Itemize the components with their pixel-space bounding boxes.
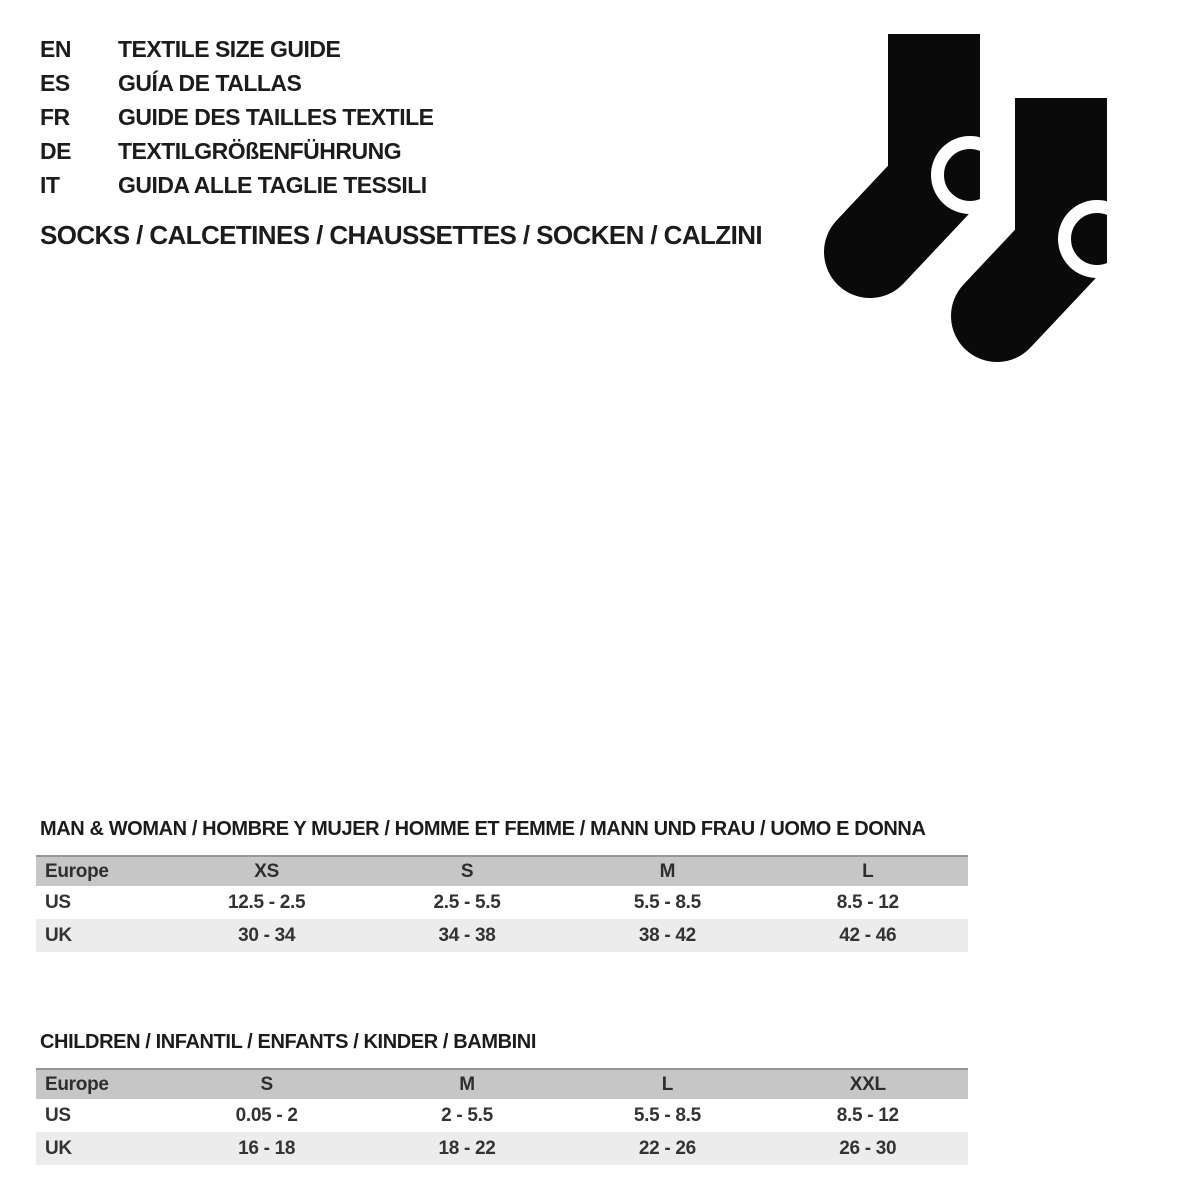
row-label: US (36, 886, 166, 919)
column-header-size: M (567, 856, 767, 886)
language-code: FR (40, 104, 70, 130)
size-value: 5.5 - 8.5 (567, 1099, 767, 1132)
column-header-size: S (166, 1069, 366, 1099)
column-header-size: XS (166, 856, 366, 886)
language-code: DE (40, 138, 71, 164)
size-value: 5.5 - 8.5 (567, 886, 767, 919)
children-section (36, 1031, 968, 1165)
column-header-size: L (768, 856, 968, 886)
language-row-de (40, 134, 434, 168)
language-code: ES (40, 70, 70, 96)
size-value: 18 - 22 (367, 1132, 567, 1165)
size-value: 30 - 34 (166, 919, 366, 952)
language-label: TEXTILE SIZE GUIDE (118, 36, 341, 62)
language-label: GUIDE DES TAILLES TEXTILE (118, 104, 434, 130)
size-value: 38 - 42 (567, 919, 767, 952)
column-header-region: Europe (36, 856, 166, 886)
man-woman-table-title: MAN & WOMAN / HOMBRE Y MUJER / HOMME ET FEMME / MANN UND FRAU / UOMO E DONNA (40, 818, 926, 840)
man-woman-size-table (36, 855, 968, 952)
size-value: 0.05 - 2 (166, 1099, 366, 1132)
children-size-table (36, 1068, 968, 1165)
row-label: US (36, 1099, 166, 1132)
table-row-us (36, 886, 968, 919)
language-label: TEXTILGRÖßENFÜHRUNG (118, 138, 402, 164)
row-label: UK (36, 919, 166, 952)
table-row-uk (36, 1132, 968, 1165)
language-code: IT (40, 172, 60, 198)
language-label: GUÍA DE TALLAS (118, 70, 302, 96)
column-header-size: XXL (768, 1069, 968, 1099)
size-value: 42 - 46 (768, 919, 968, 952)
column-header-region: Europe (36, 1069, 166, 1099)
size-value: 22 - 26 (567, 1132, 767, 1165)
size-value: 16 - 18 (166, 1132, 366, 1165)
socks-icon (818, 34, 1133, 366)
children-header-row (36, 1069, 968, 1099)
sock-right (997, 98, 1130, 316)
table-row-us (36, 1099, 968, 1132)
product-category-title: SOCKS / CALCETINES / CHAUSSETTES / SOCKEN / CALZINI (40, 220, 763, 250)
sock-left (870, 34, 1003, 252)
language-row-es (40, 66, 434, 100)
man-woman-section (36, 818, 968, 952)
row-label: UK (36, 1132, 166, 1165)
language-row-fr (40, 100, 434, 134)
column-header-size: L (567, 1069, 767, 1099)
language-code: EN (40, 36, 71, 62)
language-row-en (40, 32, 434, 66)
column-header-size: M (367, 1069, 567, 1099)
size-value: 26 - 30 (768, 1132, 968, 1165)
size-value: 2.5 - 5.5 (367, 886, 567, 919)
man-woman-header-row (36, 856, 968, 886)
size-value: 2 - 5.5 (367, 1099, 567, 1132)
children-table-title: CHILDREN / INFANTIL / ENFANTS / KINDER / BAMBINI (40, 1031, 536, 1053)
size-value: 12.5 - 2.5 (166, 886, 366, 919)
table-row-uk (36, 919, 968, 952)
size-value: 8.5 - 12 (768, 1099, 968, 1132)
language-label: GUIDA ALLE TAGLIE TESSILI (118, 172, 427, 198)
size-value: 34 - 38 (367, 919, 567, 952)
language-row-it (40, 168, 434, 202)
language-title-list (40, 32, 434, 202)
size-value: 8.5 - 12 (768, 886, 968, 919)
column-header-size: S (367, 856, 567, 886)
